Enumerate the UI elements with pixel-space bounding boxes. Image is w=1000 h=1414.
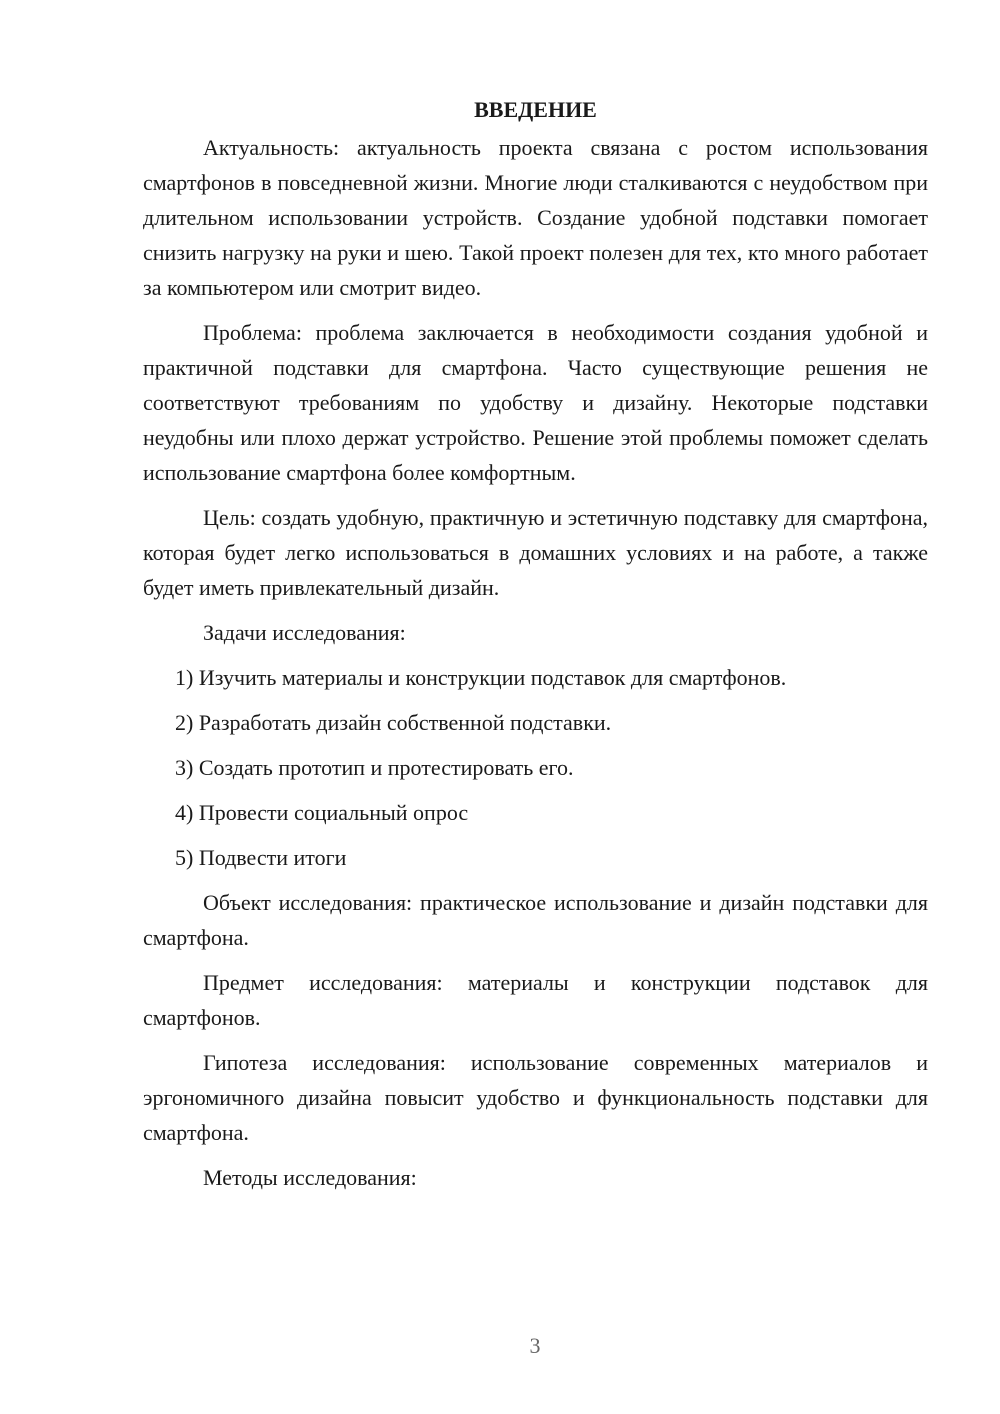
methods-title: Методы исследования: [203,1165,417,1190]
list-item: 5) Подвести итоги [175,845,347,870]
list-item: 2) Разработать дизайн собственной подставки. [175,710,612,735]
problem-paragraph: Проблема: проблема заключается в необходимости создания удобной и практичной подставки для смартфона. Часто существующие решения не соответствуют требованиям по удобству и дизайну. Некоторые подставки неудобны или плохо держат устройство. Решение этой проблемы поможет сделать использование смартфона более комфортным. [143,320,928,485]
subject-paragraph: Предмет исследования: материалы и конструкции подставок для смартфонов. [143,970,928,1030]
list-item: 1) Изучить материалы и конструкции подставок для смартфонов. [175,665,787,690]
object-paragraph: Объект исследования: практическое использование и дизайн подставки для смартфона. [143,890,928,950]
page-number: 3 [529,1333,541,1358]
tasks-title: Задачи исследования: [203,620,406,645]
relevance-paragraph: Актуальность: актуальность проекта связана с ростом использования смартфонов в повседневной жизни. Многие люди сталкиваются с неудобством при длительном использовании устройств. Создание удобной подставки помогает снизить нагрузку на руки и шею. Такой проект полезен для тех, кто много работает за компьютером или смотрит видео. [143,135,928,300]
document-page [143,92,928,1205]
goal-paragraph: Цель: создать удобную, практичную и эстетичную подставку для смартфона, которая будет легко использоваться в домашних условиях и на работе, а также будет иметь привлекательный дизайн. [143,505,928,600]
tasks-list [143,660,928,875]
hypothesis-paragraph: Гипотеза исследования: использование современных материалов и эргономичного дизайна повысит удобство и функциональность подставки для смартфона. [143,1050,928,1145]
list-item: 3) Создать прототип и протестировать его. [175,755,574,780]
page-title: ВВЕДЕНИЕ [474,97,597,122]
list-item: 4) Провести социальный опрос [175,800,469,825]
